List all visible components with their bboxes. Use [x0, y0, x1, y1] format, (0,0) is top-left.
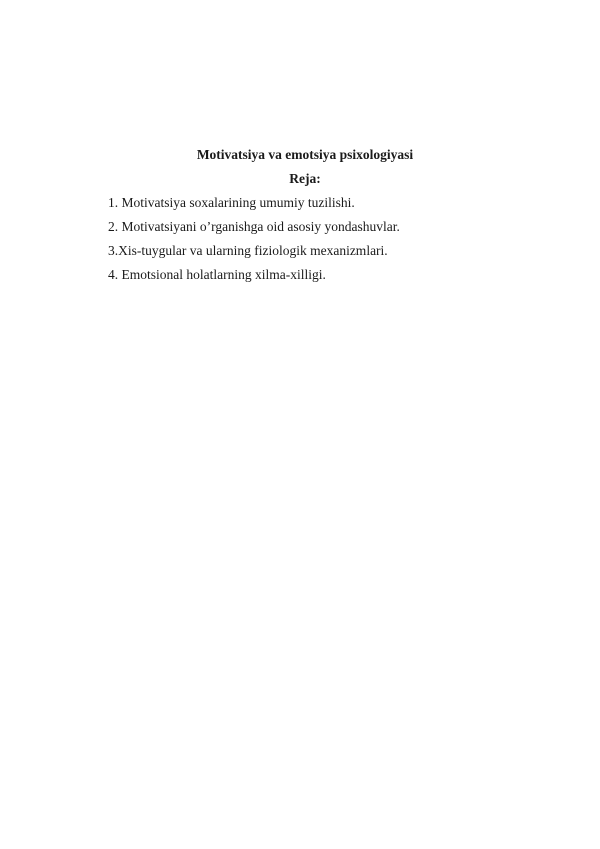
plan-item-1: 1. Motivatsiya soxalarining umumiy tuzilishi. [108, 195, 355, 210]
plan-list [108, 194, 548, 290]
plan-item-2: 2. Motivatsiyani o’rganishga oid asosiy yondashuvlar. [108, 219, 400, 234]
plan-item-3: 3.Xis-tuygular va ularning fiziologik mexanizmlari. [108, 243, 388, 258]
plan-item-4: 4. Emotsional holatlarning xilma-xilligi. [108, 267, 326, 282]
plan-heading: Reja: [289, 171, 321, 186]
document-title: Motivatsiya va emotsiya psixologiyasi [196, 147, 414, 162]
